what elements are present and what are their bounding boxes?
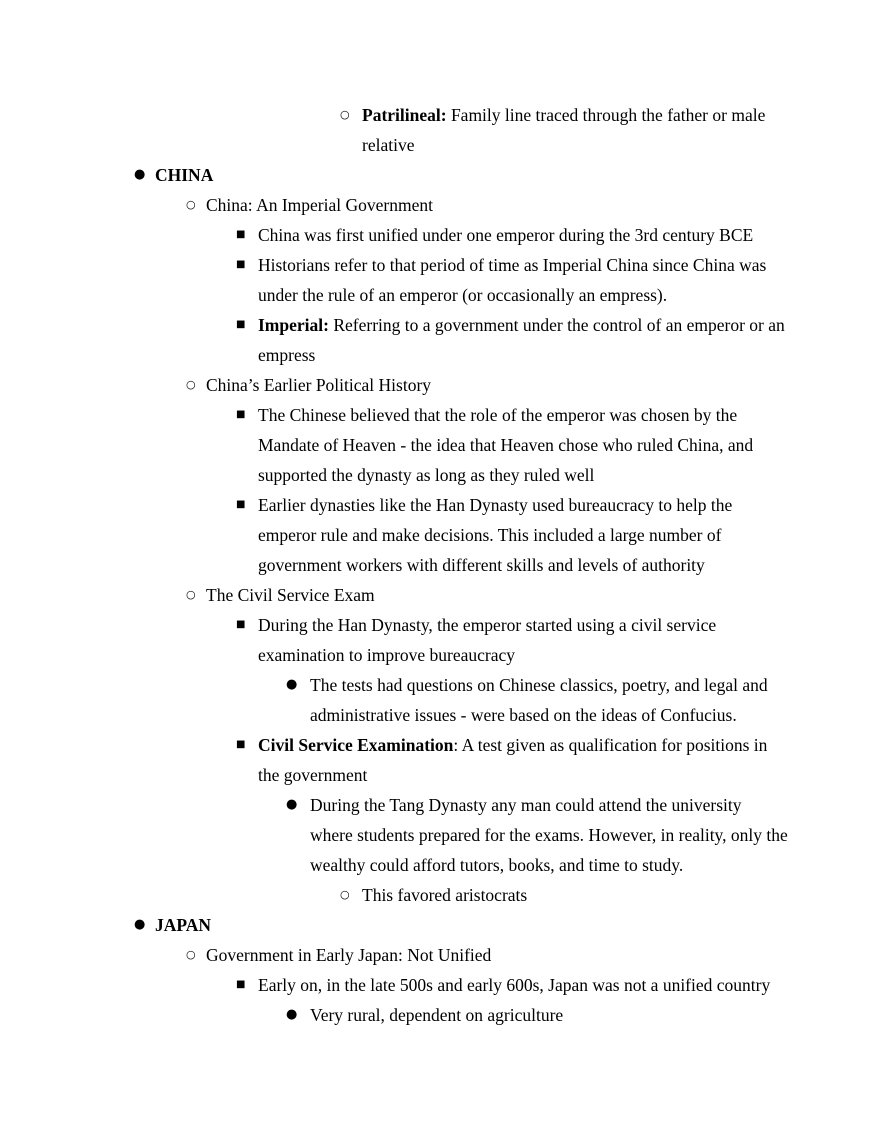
- outline-item-early-japan-not-unified: [236, 970, 787, 1000]
- square-bullet-icon: ■: [236, 259, 246, 270]
- square-bullet-icon: ■: [236, 319, 246, 330]
- outline-item-text: [258, 220, 787, 250]
- outline-item-text: [310, 670, 788, 730]
- outline-item-civil-service-exam-heading: [186, 580, 786, 610]
- outline-term: JAPAN: [155, 915, 212, 935]
- outline-item-historians-imperial-china: [236, 250, 787, 310]
- outline-item-japan-heading: [134, 910, 787, 940]
- outline-item-mandate-of-heaven: [236, 400, 787, 490]
- outline-item-text: [155, 910, 787, 940]
- outline-item-civil-service-examination-definition: [236, 730, 787, 790]
- outline-item-han-dynasty-bureaucracy: [236, 490, 787, 580]
- circle-bullet-icon: ○: [186, 948, 196, 961]
- outline-item-china-imperial-government: [186, 190, 786, 220]
- outline-body: Government in Early Japan: Not Unified: [206, 945, 492, 965]
- circle-bullet-icon: ○: [340, 888, 350, 901]
- outline-body: China was first unified under one emperor during the 3rd century BCE: [258, 225, 754, 245]
- outline-body: During the Tang Dynasty any man could attend the university where students prepared for the exams. However, in reality, only the wealthy could afford tutors, books, and time to study.: [310, 795, 788, 875]
- outline-item-han-dynasty-civil-service: [236, 610, 787, 670]
- square-bullet-icon: ■: [236, 619, 246, 630]
- outline-body: Historians refer to that period of time as Imperial China since China was under the rule of an emperor (or occasionally an empress).: [258, 255, 767, 305]
- outline-body: Referring to a government under the control of an emperor or an empress: [258, 315, 785, 365]
- outline-item-text: [258, 490, 787, 580]
- square-bullet-icon: ■: [236, 499, 246, 510]
- outline-body: China: An Imperial Government: [206, 195, 433, 215]
- outline-item-government-early-japan: [186, 940, 786, 970]
- outline-term: Imperial:: [258, 315, 329, 335]
- disc-bullet-icon: ●: [286, 1007, 298, 1022]
- outline-item-text: [206, 580, 786, 610]
- disc-bullet-icon: ●: [134, 917, 146, 932]
- outline-item-chinas-earlier-political-history: [186, 370, 786, 400]
- disc-bullet-icon: ●: [134, 167, 146, 182]
- outline-item-patrilineal: [340, 100, 786, 160]
- outline-item-text: [206, 940, 786, 970]
- outline-item-tang-dynasty-university: [286, 790, 788, 880]
- outline-list: [0, 100, 880, 1030]
- outline-item-text: [362, 880, 786, 910]
- circle-bullet-icon: ○: [186, 378, 196, 391]
- square-bullet-icon: ■: [236, 979, 246, 990]
- outline-body: Early on, in the late 500s and early 600s, Japan was not a unified country: [258, 975, 771, 995]
- outline-body: The Chinese believed that the role of the emperor was chosen by the Mandate of Heaven - the idea that Heaven chose who ruled China, and supported the dynasty as long as they ruled well: [258, 405, 754, 485]
- circle-bullet-icon: ○: [186, 198, 196, 211]
- outline-item-text: [258, 250, 787, 310]
- outline-item-text: [155, 160, 787, 190]
- outline-item-text: [258, 400, 787, 490]
- outline-item-text: [362, 100, 786, 160]
- outline-term: CHINA: [155, 165, 214, 185]
- outline-item-very-rural-agriculture: [286, 1000, 788, 1030]
- square-bullet-icon: ■: [236, 409, 246, 420]
- outline-item-text: [258, 310, 787, 370]
- outline-body: : A test given as qualification for positions in the government: [258, 735, 768, 785]
- outline-body: China’s Earlier Political History: [206, 375, 432, 395]
- outline-item-text: [310, 790, 788, 880]
- outline-body: This favored aristocrats: [362, 885, 528, 905]
- outline-item-text: [310, 1000, 788, 1030]
- circle-bullet-icon: ○: [340, 108, 350, 121]
- outline-body: The tests had questions on Chinese classics, poetry, and legal and administrative issues - were based on the ideas of Confucius.: [310, 675, 768, 725]
- square-bullet-icon: ■: [236, 739, 246, 750]
- outline-term: Civil Service Examination: [258, 735, 454, 755]
- outline-item-favored-aristocrats: [340, 880, 786, 910]
- outline-item-china-heading: [134, 160, 787, 190]
- square-bullet-icon: ■: [236, 229, 246, 240]
- disc-bullet-icon: ●: [286, 797, 298, 812]
- outline-body: Earlier dynasties like the Han Dynasty used bureaucracy to help the emperor rule and make decisions. This included a large number of government workers with different skills and levels of authority: [258, 495, 733, 575]
- outline-item-imperial-definition: [236, 310, 787, 370]
- circle-bullet-icon: ○: [186, 588, 196, 601]
- outline-item-text: [206, 370, 786, 400]
- outline-item-text: [206, 190, 786, 220]
- outline-body: Very rural, dependent on agriculture: [310, 1005, 564, 1025]
- outline-body: The Civil Service Exam: [206, 585, 375, 605]
- outline-item-china-first-unified: [236, 220, 787, 250]
- disc-bullet-icon: ●: [286, 677, 298, 692]
- outline-item-text: [258, 970, 787, 1000]
- outline-term: Patrilineal:: [362, 105, 447, 125]
- outline-body: During the Han Dynasty, the emperor started using a civil service examination to improve bureaucracy: [258, 615, 717, 665]
- outline-body: Family line traced through the father or male relative: [362, 105, 766, 155]
- outline-item-test-questions-confucius: [286, 670, 788, 730]
- outline-item-text: [258, 610, 787, 670]
- outline-item-text: [258, 730, 787, 790]
